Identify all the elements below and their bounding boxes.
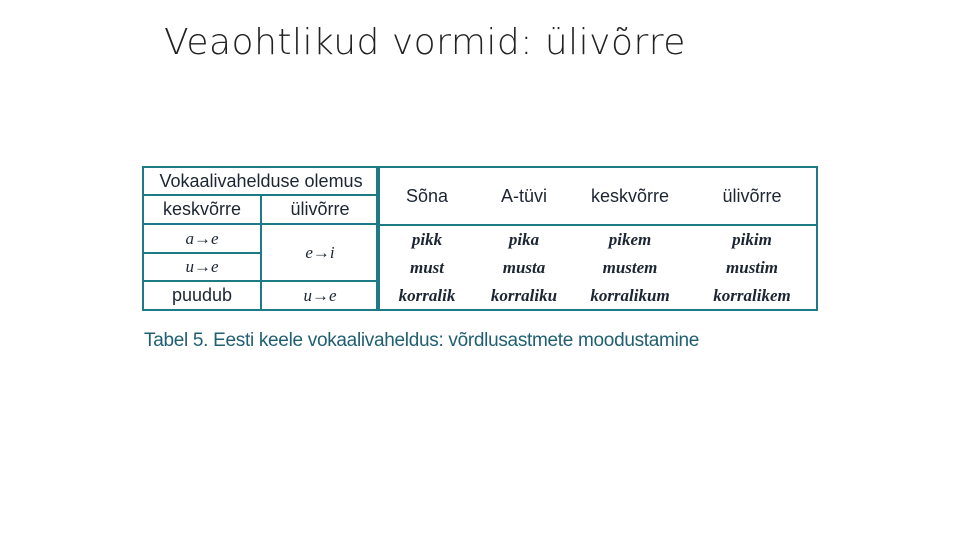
table-cell: must [409,258,445,277]
table-cell: mustem [602,258,658,277]
table-cell: korralikem [713,286,791,305]
table-cell: musta [502,258,546,277]
table-cell: pikim [732,230,772,249]
header-ulivorre: ülivõrre [722,185,782,206]
alternation-table [142,166,380,311]
vowel-alternation-figure [142,166,818,311]
alternation-cell: puudub [143,281,261,310]
word-forms-table [376,166,818,311]
alternation-cell: a→e [143,224,261,253]
word-forms-header-row [378,168,816,226]
table-cell: korraliku [490,286,558,305]
table-cell: pikk [411,230,443,249]
alternation-col-ulivorre: ülivõrre [261,195,379,224]
table-row [378,254,816,282]
alternation-cell: u→e [261,281,379,310]
alternation-cell: e→i [261,224,379,281]
header-sona: Sõna [405,185,449,206]
table-row [378,226,816,254]
table-cell: korralikum [590,286,670,305]
alternation-group-header: Vokaalivahelduse olemus [143,167,379,195]
header-keskvorre: keskvõrre [590,185,670,206]
alternation-cell: u→e [143,253,261,281]
slide-title: Veaohtlikud vormid: ülivõrre [164,22,686,63]
table-row [378,282,816,310]
header-a-tuvi: A-tüvi [500,185,547,206]
table-caption: Tabel 5. Eesti keele vokaalivaheldus: võrdlusastmete moodustamine [144,330,700,351]
table-cell: korralik [398,286,456,305]
table-cell: mustim [726,258,778,277]
alternation-col-keskvorre: keskvõrre [143,195,261,224]
table-cell: pika [508,230,540,249]
table-cell: pikem [608,230,652,249]
